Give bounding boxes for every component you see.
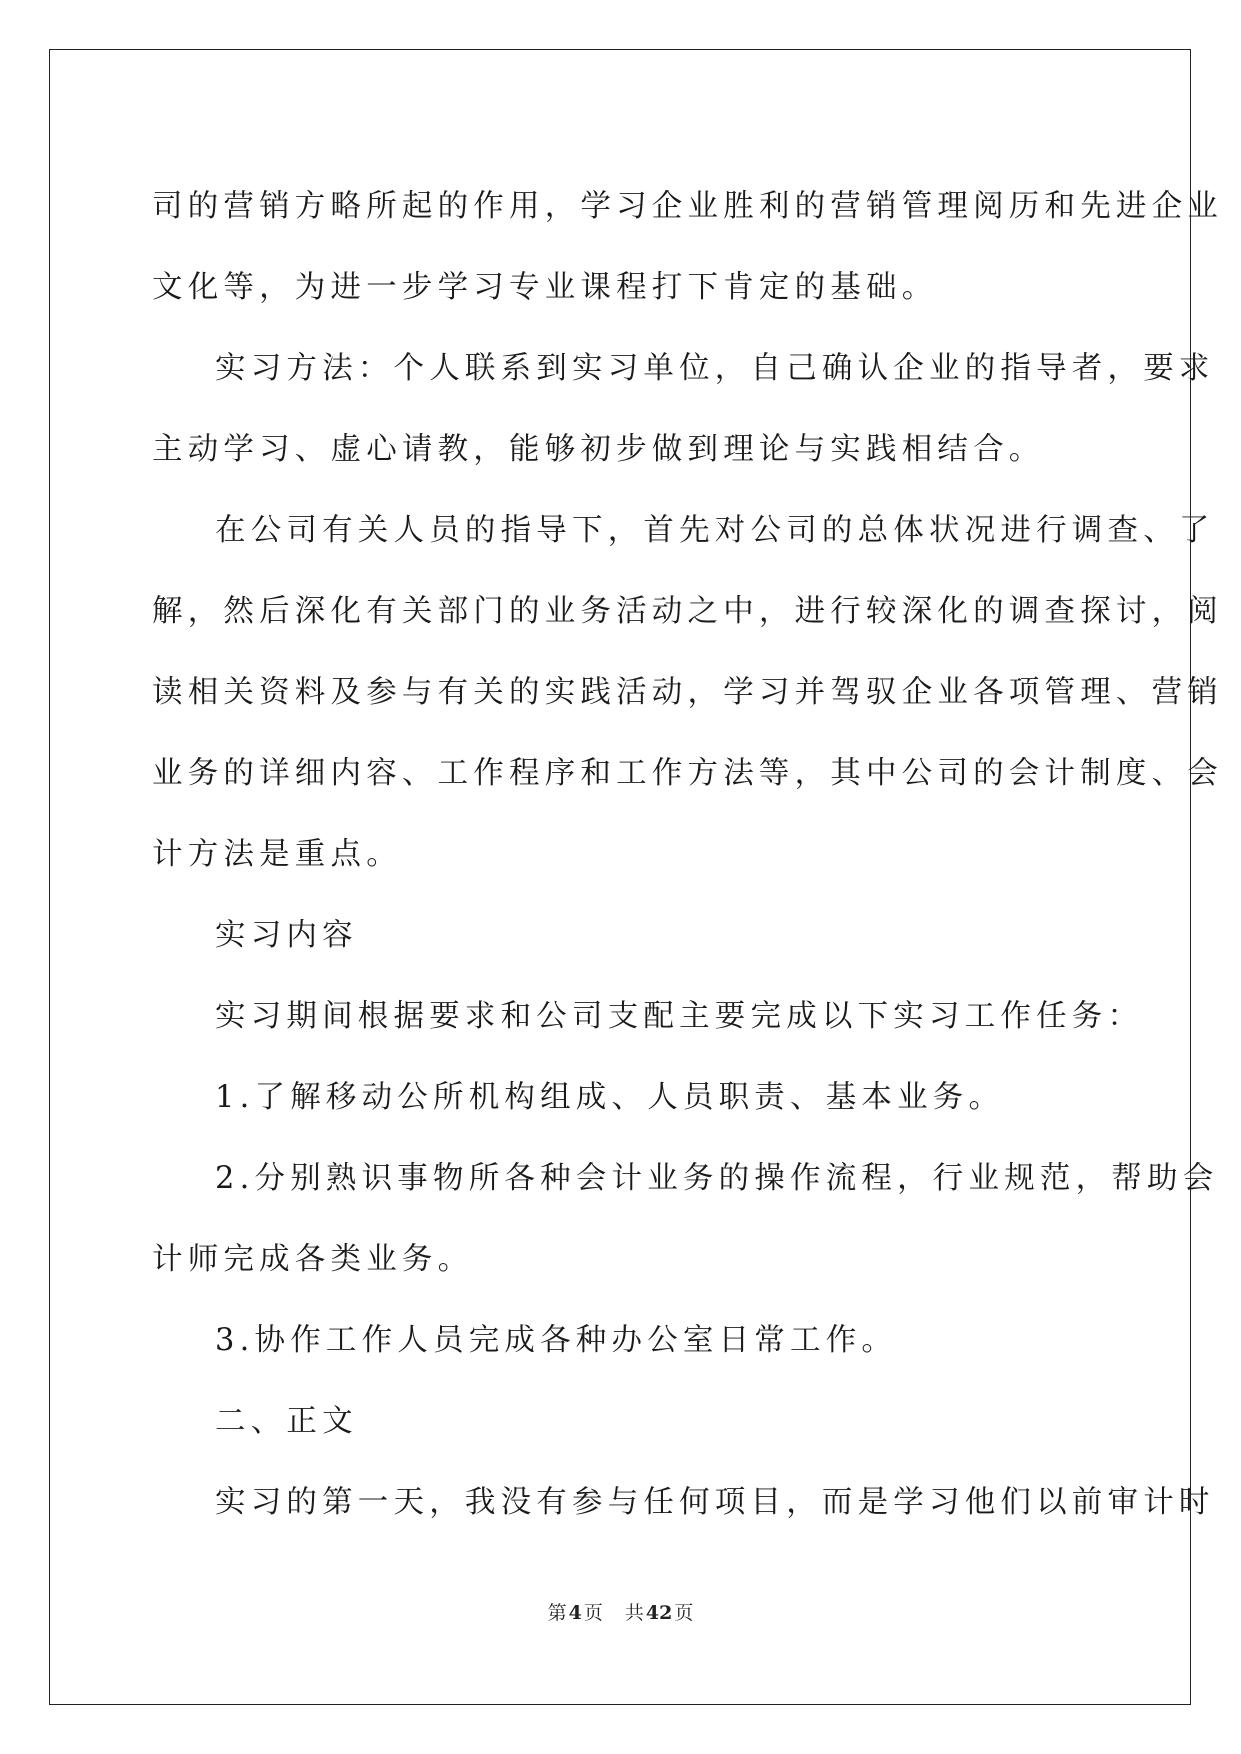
total-prefix: 共 bbox=[624, 1602, 644, 1624]
text-line: 计方法是重点。 bbox=[152, 837, 402, 872]
document-body bbox=[152, 166, 1223, 1543]
text-line: 实习期间根据要求和公司支配主要完成以下实习工作任务： bbox=[215, 999, 1144, 1034]
text-line: 实习方法：个人联系到实习单位，自己确认企业的指导者，要求 bbox=[215, 351, 1215, 386]
text-line: 业务的详细内容、工作程序和工作方法等，其中公司的会计制度、会 bbox=[152, 756, 1223, 791]
total-pages: 42 bbox=[645, 1602, 673, 1624]
text-line: 计师完成各类业务。 bbox=[152, 1242, 474, 1277]
section-heading: 实习内容 bbox=[215, 918, 358, 953]
text-line: 主动学习、虚心请教，能够初步做到理论与实践相结合。 bbox=[152, 432, 1045, 467]
text-line: 解，然后深化有关部门的业务活动之中，进行较深化的调查探讨，阅 bbox=[152, 594, 1223, 629]
text-line: 在公司有关人员的指导下，首先对公司的总体状况进行调查、了 bbox=[215, 513, 1215, 548]
list-item: 1.了解移动公所机构组成、人员职责、基本业务。 bbox=[215, 1080, 1005, 1115]
text-line: 读相关资料及参与有关的实践活动，学习并驾驭企业各项管理、营销 bbox=[152, 675, 1223, 710]
list-item: 2.分别熟识事物所各种会计业务的操作流程，行业规范，帮助会 bbox=[215, 1161, 1219, 1196]
list-item: 3.协作工作人员完成各种办公室日常工作。 bbox=[215, 1323, 898, 1358]
page-suffix: 页 bbox=[583, 1602, 603, 1624]
page-prefix: 第 bbox=[547, 1602, 567, 1624]
total-suffix: 页 bbox=[674, 1602, 694, 1624]
text-line: 文化等，为进一步学习专业课程打下肯定的基础。 bbox=[152, 270, 938, 305]
text-line: 司的营销方略所起的作用，学习企业胜利的营销管理阅历和先进企业 bbox=[152, 189, 1223, 224]
section-heading: 二、正文 bbox=[215, 1404, 358, 1439]
page-number: 4 bbox=[568, 1602, 582, 1624]
text-line: 实习的第一天，我没有参与任何项目，而是学习他们以前审计时 bbox=[215, 1485, 1215, 1520]
page-footer bbox=[0, 1598, 1241, 1625]
